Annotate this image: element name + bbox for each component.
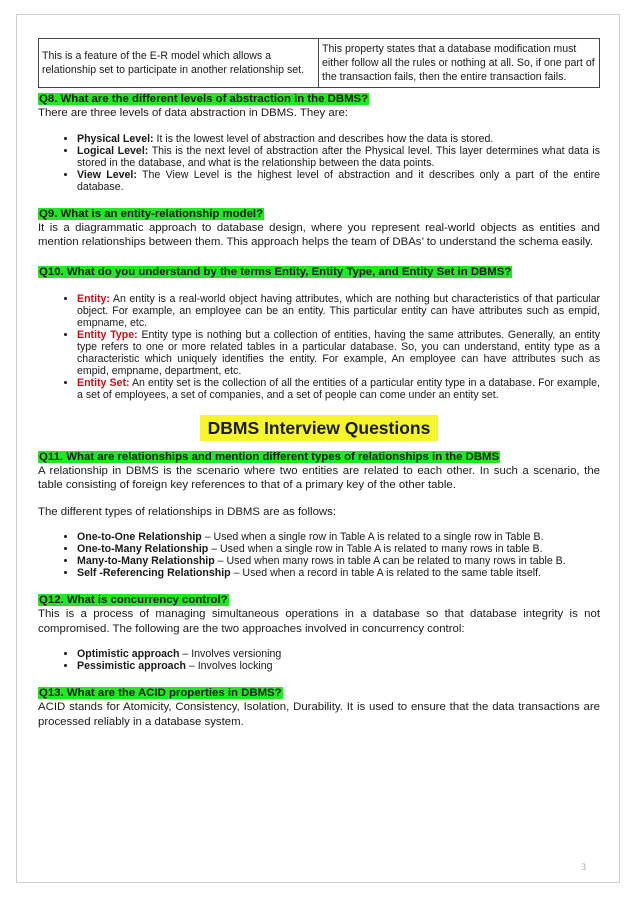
list-item <box>77 377 600 401</box>
list-text: – Used when a single row in Table A is related to a single row in Table B. <box>201 531 544 543</box>
q8-title: Q8. What are the different levels of abstraction in the DBMS? <box>39 93 369 105</box>
q11-title: Q11. What are relationships and mention different types of relationships in the DBMS <box>39 450 500 463</box>
list-term: Entity: <box>77 292 110 305</box>
q12-text: This is a process of managing simultaneous operations in a database so that database integrity is not compromised. The following are the two approaches involved in concurrency control: <box>38 608 600 635</box>
q11-intro: The different types of relationships in DBMS are as follows: <box>38 505 336 518</box>
list-term: Self -Referencing Relationship <box>77 567 231 579</box>
list-item <box>77 133 600 145</box>
q10-heading-line <box>38 264 600 279</box>
q9-heading-line <box>38 206 600 221</box>
list-item <box>77 567 600 579</box>
list-text: Entity type is nothing but a collection of entities, having the same attributes. Generally, an entity type refers to one or more related tables in a particular database. So, you can understand, entity type as a characteristic which uniquely identifies the entity. For example, An employee can have attributes such as empid, empname, department, etc. <box>77 328 600 377</box>
q10-title: Q10. What do you understand by the terms Entity, Entity Type, and Entity Set in DBMS? <box>39 265 512 278</box>
q8-intro: There are three levels of data abstraction in DBMS. They are: <box>38 107 349 119</box>
q9-text: It is a diagrammatic approach to database design, where you represent real-world objects as entities and mention relationships between them. This approach helps the team of DBAs’ to understand the schema easily. <box>38 221 600 248</box>
section-heading-wrap <box>38 415 600 441</box>
list-text: – Used when a single row in Table A is related to many rows in table B. <box>208 543 543 555</box>
list-item <box>77 169 600 193</box>
q8-list <box>38 133 600 193</box>
list-text: This is the next level of abstraction after the Physical level. This layer determines what data is stored in the database, and what is the relationship between the data points. <box>77 144 600 169</box>
list-term: Optimistic approach <box>77 648 180 660</box>
list-text: An entity set is the collection of all the entities of a particular entity type in a database. For example, a set of employees, a set of companies, and a set of people can come under an entity set. <box>77 376 600 401</box>
list-item <box>77 531 600 543</box>
document-body <box>38 38 600 729</box>
q11-list <box>38 531 600 579</box>
list-item <box>77 660 600 672</box>
q13-heading-line <box>38 685 600 700</box>
list-text: – Used when a record in table A is related to the same table itself. <box>230 567 541 579</box>
table-cell-right: This property states that a database modification must either follow all the rules or nothing at all. So, if one part of the transaction fails, then the entire transaction fails. <box>319 39 600 88</box>
q13-text: ACID stands for Atomicity, Consistency, Isolation, Durability. It is used to ensure that the data transactions are processed reliably in a database system. <box>38 701 600 728</box>
list-term: Entity Type: <box>77 328 138 341</box>
list-text: An entity is a real-world object having attributes, which are nothing but characteristics of that particular object. For example, an employee can be an entity. This particular entity can have attributes such as empid, empname, etc. <box>77 292 600 329</box>
table-row <box>39 39 600 88</box>
list-item <box>77 293 600 329</box>
list-item <box>77 145 600 169</box>
list-text: – Involves versioning <box>179 648 282 660</box>
q11-heading-line <box>38 449 600 464</box>
q11-text: A relationship in DBMS is the scenario where two entities are related to each other. In such a scenario, the table consisting of foreign key references to that of a primary key of the other table. <box>38 464 600 491</box>
list-term: Physical Level: <box>77 132 154 145</box>
section-heading: DBMS Interview Questions <box>200 415 439 441</box>
page-number: 3 <box>581 862 586 872</box>
list-item <box>77 329 600 377</box>
q9-title: Q9. What is an entity-relationship model? <box>39 207 264 220</box>
list-text: The View Level is the highest level of abstraction and it describes only a part of the entire database. <box>77 168 600 193</box>
comparison-table <box>38 38 600 88</box>
q12-list <box>38 648 600 672</box>
q12-heading-line <box>38 592 600 607</box>
list-term: Pessimistic approach <box>77 660 186 672</box>
q13-title: Q13. What are the ACID properties in DBMS? <box>39 687 282 699</box>
list-text: – Involves locking <box>185 660 273 672</box>
list-term: Entity Set: <box>77 376 130 389</box>
list-term: One-to-One Relationship <box>77 531 202 543</box>
list-term: Many-to-Many Relationship <box>77 555 215 567</box>
list-text: It is the lowest level of abstraction and describes how the data is stored. <box>153 132 494 145</box>
list-item <box>77 648 600 660</box>
q8-heading-line <box>38 91 600 106</box>
q12-title: Q12. What is concurrency control? <box>39 594 228 606</box>
list-term: View Level: <box>77 168 137 181</box>
list-term: One-to-Many Relationship <box>77 543 209 555</box>
q10-list <box>38 293 600 401</box>
list-term: Logical Level: <box>77 144 149 157</box>
list-item <box>77 555 600 567</box>
list-text: – Used when many rows in table A can be related to many rows in table B. <box>214 555 566 567</box>
list-item <box>77 543 600 555</box>
table-cell-left: This is a feature of the E-R model which allows a relationship set to participate in another relationship set. <box>39 39 319 88</box>
